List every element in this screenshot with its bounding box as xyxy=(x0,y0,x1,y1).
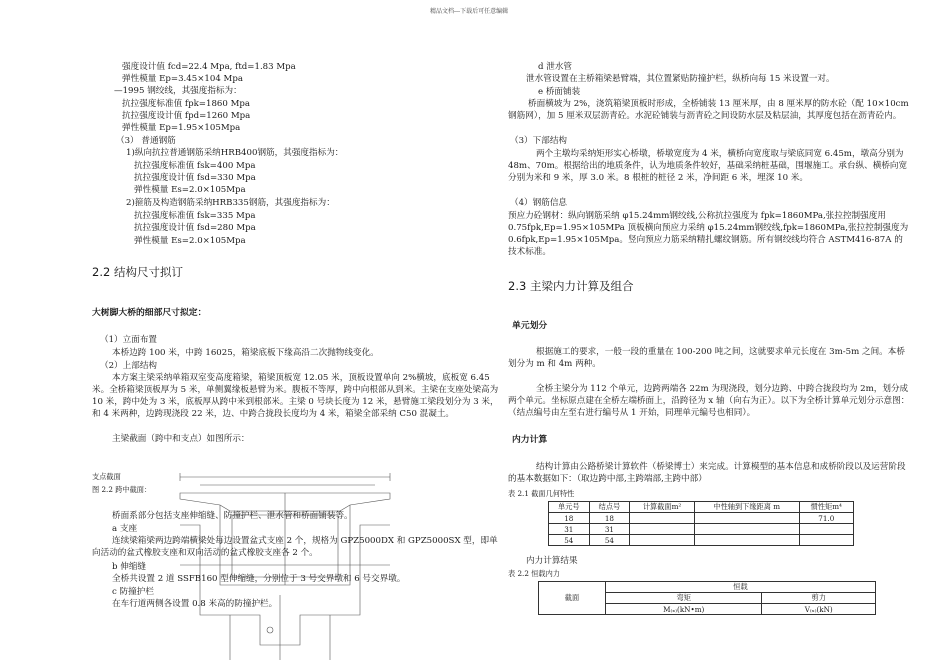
table-caption: 表 2.1 截面几何特性 xyxy=(508,489,575,498)
paragraph: 桥面横坡为 2%，浇筑箱梁顶板时形成，全桥铺装 13 厘米厚，由 8 厘米厚的防水砼（配 10×10cm 钢筋网），加 5 厘米双层沥青砼。水泥砼铺装与沥青砼之间设防水层及粘层油，其厚度包括在沥青砼内。 xyxy=(508,99,909,121)
table-header-cell: 弯矩 xyxy=(606,593,762,604)
table-cell xyxy=(630,513,695,524)
section-heading-2-2: 2.2 结构尺寸拟订 xyxy=(92,265,183,279)
table-header-cell: 恒载 xyxy=(606,582,876,593)
text-line: 抗拉强度设计值 fsd=280 Mpa xyxy=(134,223,256,233)
table-row xyxy=(549,513,854,524)
table-cell: 18 xyxy=(589,513,630,524)
section-heading-2-3: 2.3 主梁内力计算及组合 xyxy=(508,279,634,293)
dead-load-table xyxy=(538,581,876,615)
text-line: （3） 普通钢筋 xyxy=(116,136,176,146)
paragraph: 根据施工的要求，一般一段的重量在 100-200 吨之间，这就要求单元长度在 3m-5m 之间。本桥划分为 m 和 4m 两种。 xyxy=(508,347,905,369)
text-line: 抗拉强度标准值 fsk=335 Mpa xyxy=(134,211,256,221)
text-line: 内力计算结果 xyxy=(526,556,578,566)
text-line: d 泄水管 xyxy=(538,62,573,72)
paragraph: 预应力砼钢材：纵向钢筋采纳 φ15.24mm钢绞线,公称抗拉强度为 fpk=1860MPa,张拉控制强度用 0.75fpk,Ep=1.95×105MPa 顶板横向预应力采纳 φ15.24mm钢绞线,fpk=1860MPa,张拉控制强度为 0.6fpk,Ep=1.95×105Mpa。竖向预应力筋采纳精扎螺纹钢筋。所有钢绞线均符合 ASTM416-87A 的技术标准。 xyxy=(508,211,909,257)
table-cell xyxy=(694,535,799,546)
table-cell: 54 xyxy=(589,535,630,546)
table-cell xyxy=(694,524,799,535)
figure-caption: 支点截面 xyxy=(92,472,121,481)
table-header-cell: V₍ₓ₎(kN) xyxy=(762,604,876,615)
table-header-cell: 截面 xyxy=(539,582,606,615)
table-cell: 54 xyxy=(549,535,590,546)
table-header-cell: M₍ₓ₎(kN•m) xyxy=(606,604,762,615)
text-line: a 支座 xyxy=(112,524,138,534)
text-line: c 防撞护栏 xyxy=(112,587,154,597)
text-line: e 桥面铺装 xyxy=(538,87,581,97)
box-girder-drawing xyxy=(160,465,410,665)
table-cell xyxy=(799,524,853,535)
table-cell: 18 xyxy=(549,513,590,524)
table-header-cell: 中性轴到下缘距离 m xyxy=(694,502,799,513)
text-line: 抗拉强度设计值 fsd=330 Mpa xyxy=(134,173,256,183)
text-line: 弹性模量 Es=2.0×105Mpa xyxy=(134,185,246,195)
text-line: 弹性模量 Ep=3.45×104 Mpa xyxy=(122,74,243,84)
table-cell: 31 xyxy=(589,524,630,535)
text-line: 抗拉强度设计值 fpd=1260 Mpa xyxy=(122,111,251,121)
text-line: （1）立面布置 xyxy=(100,335,158,345)
text-line: 主梁截面（跨中和支点）如图所示： xyxy=(112,434,250,444)
text-line: 抗拉强度标准值 fpk=1860 Mpa xyxy=(122,99,251,109)
table-header-cell: 惯性矩m⁴ xyxy=(799,502,853,513)
text-line: b 伸缩缝 xyxy=(112,562,147,572)
text-line: 全桥共设置 2 道 SSFB160 型伸缩缝，分别位于 3 号交界墩和 6 号交界墩。 xyxy=(112,574,406,584)
table-row xyxy=(549,524,854,535)
table-cell xyxy=(694,513,799,524)
text-line: 泄水管设置在主桥箱梁悬臂端，其位置紧贴防撞护栏，纵桥向每 15 米设置一对。 xyxy=(526,74,835,84)
text-line: 强度设计值 fcd=22.4 Mpa, ftd=1.83 Mpa xyxy=(122,62,296,72)
paragraph: 全桥主梁分为 112 个单元，边跨两端各 22m 为现浇段，划分边跨、中跨合拢段均为 2m，划分成两个单元。坐标原点建在全桥左端桥面上，沿跨径为 x 轴（向右为正）。以下为全桥计算单元划分示意图：（结点编号由左至右进行编号从 1 开始，同理单元编号也相同）。 xyxy=(508,384,910,418)
table-header-cell: 计算截面m² xyxy=(630,502,695,513)
paragraph: 结构计算由公路桥梁计算软件（桥梁博士）来完成。计算模型的基本信息和成桥阶段以及运营阶段的基本数据如下：（取边跨中部,主跨端部,主跨中部） xyxy=(508,462,906,484)
table-header-cell: 单元号 xyxy=(549,502,590,513)
text-line: 弹性模量 Ep=1.95×105Mpa xyxy=(122,123,241,133)
table-cell xyxy=(630,524,695,535)
text-line: （3）下部结构 xyxy=(510,136,568,146)
page-header: 精品文档---下载后可任意编辑 xyxy=(430,8,509,15)
text-line: 在车行道两侧各设置 0.8 米高的防撞护栏。 xyxy=(112,599,278,609)
paragraph: 两个主墩均采纳矩形实心桥墩，桥墩宽度为 4 米，横桥向宽度取与梁底同宽 6.45m，墩高分别为 48m、70m。根据给出的地质条件，认为地质条件较好，基础采纳桩基础，围堰施工。承台纵、横桥向宽分别为米和 9 米，厚 3.0 米。8 根桩的桩径 2 米，净间距 6 米，埋深 10 米。 xyxy=(508,149,908,183)
section-properties-table xyxy=(548,501,854,546)
table-caption: 表 2.2 恒载内力 xyxy=(508,569,560,578)
table-cell: 31 xyxy=(549,524,590,535)
table-cell xyxy=(630,535,695,546)
table-cell: 71.0 xyxy=(799,513,853,524)
paragraph: 本方案主梁采纳单箱双室变高度箱梁，箱梁顶板宽 12.05 米，顶板设置单向 2%横坡，底板宽 6.45 米。全桥箱梁顶板厚为 5 米，单侧翼缘板悬臂为米。腹板不等厚，跨中向根部从到米。主梁在支座处梁高为 10 米，跨中处为 3 米，底板厚从跨中米到根部米。主梁 0 号块长度为 12 米，悬臂施工梁段划分为 3 米，和 4 米两种，边跨现浇段 22 米，边、中跨合拢段长度均为 4 米，箱梁全部采纳 C50 混凝土。 xyxy=(92,373,499,419)
text-line: 弹性模量 Es=2.0×105Mpa xyxy=(134,236,246,246)
text-line: 2)箍筋及构造钢筋采纳HRB335钢筋，其强度指标为： xyxy=(126,198,335,208)
text-line: 1)纵向抗拉普通钢筋采纳HRB400钢筋，其强度指标为： xyxy=(126,148,344,158)
subheading: 大树脚大桥的细部尺寸拟定： xyxy=(92,308,207,318)
text-line: 抗拉强度标准值 fsk=400 Mpa xyxy=(134,161,256,171)
table-row xyxy=(549,535,854,546)
table-header-cell: 结点号 xyxy=(589,502,630,513)
paragraph: 连续梁箱梁两边跨端横梁处每边设置盆式支座 2 个，规格为 GPZ5000DX 和 GPZ5000SX 型，即单向活动的盆式橡胶支座和双向活动的盆式橡胶支座各 2 个。 xyxy=(92,536,498,558)
table-cell xyxy=(799,535,853,546)
figure-caption: 图 2.2 跨中截面： xyxy=(92,485,152,494)
table-header-cell: 剪力 xyxy=(762,593,876,604)
text-line: （2）上部结构 xyxy=(100,361,158,371)
text-line: （4）钢筋信息 xyxy=(510,198,568,208)
subheading: 单元划分 xyxy=(512,321,548,331)
subheading: 内力计算 xyxy=(512,435,548,445)
text-line: 桥面系部分包括支座伸缩缝、防撞护栏、泄水管和桥面铺装等。 xyxy=(112,511,353,521)
text-line: —1995 钢绞线，其强度指标为： xyxy=(114,86,242,96)
text-line: 本桥边跨 100 米，中跨 16025，箱梁底板下缘高沿二次抛物线变化。 xyxy=(112,348,379,358)
